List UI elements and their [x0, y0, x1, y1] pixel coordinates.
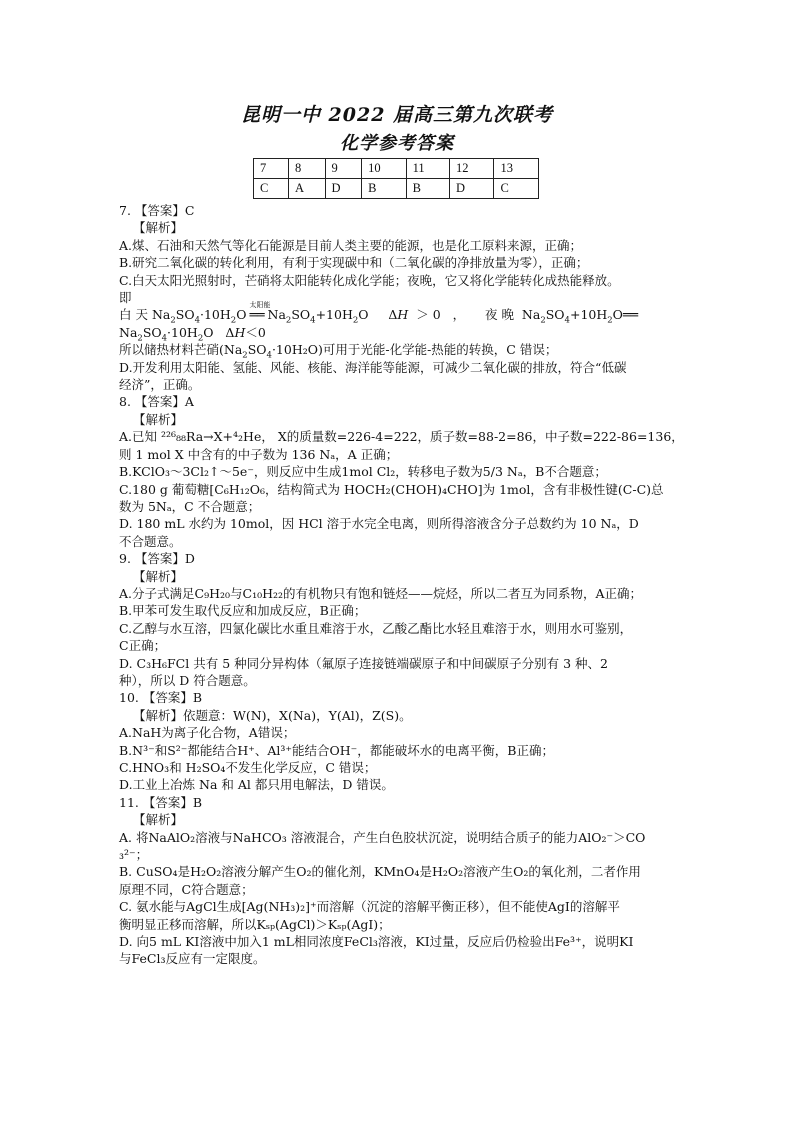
q7-option-c-line1: C.白天太阳光照射时，芒硝将太阳能转化成化学能；夜晚，它又将化学能转化成热能释放。	[119, 272, 620, 288]
q7-heading: 7. 【答案】C	[119, 203, 195, 218]
table-cell: 11	[406, 159, 449, 179]
q9-option-c-line2: C正确；	[119, 638, 167, 654]
solar-energy-arrow: 太阳能 ══	[249, 301, 271, 323]
q7-option-c-line2: 即	[119, 290, 132, 306]
q11-option-d-line1: D. 向5 mL KI溶液中加入1 mL相同浓度FeCl₃溶液，KI过量，反应后仍检验出Fe³⁺，说明KI	[119, 934, 634, 950]
q8-option-d-line1: D. 180 mL 水约为 10mol，因 HCl 溶于水完全电离，则所得溶液含分子总数约为 10 Nₐ，D	[119, 516, 639, 532]
q7-option-d-line2: 经济”，正确。	[119, 377, 201, 393]
table-cell: 12	[450, 159, 494, 179]
table-cell: C	[494, 179, 539, 199]
table-cell: C	[254, 179, 289, 199]
q8-analysis-label: 【解析】	[133, 411, 184, 427]
q11-option-c-line1: C. 氨水能与AgCl生成[Ag(NH₃)₂]⁺而溶解（沉淀的溶解平衡正移），但不能使AgI的溶解平	[119, 899, 620, 915]
q9-heading: 9. 【答案】D	[119, 551, 195, 567]
q7-option-c-conclusion: 所以储热材料芒硝$(Na_2SO_4\cdot 10H_2O)$可用于光能-化学能-热能的转换，C 错误；	[119, 342, 558, 361]
page-subtitle: 化学参考答案	[340, 133, 454, 154]
q11-option-c-line2: 衡明显正移而溶解，所以Kₛₚ(AgCl)＞Kₛₚ(AgI)；	[119, 916, 391, 932]
page-title: 昆明一中 2022 届高三第九次联考	[240, 104, 554, 126]
q11-analysis-label: 【解析】	[133, 812, 184, 828]
table-cell: 13	[494, 159, 539, 179]
table-cell: B	[406, 179, 449, 199]
table-cell: 7	[254, 159, 289, 179]
table-cell: 9	[325, 159, 362, 179]
q10-heading: 10. 【答案】B	[119, 690, 203, 706]
q11-option-d-line2: 与FeCl₃反应有一定限度。	[119, 951, 266, 967]
answer-table-answer-row	[254, 179, 539, 199]
q8-option-a-line2: 则 1 mol X 中含有的中子数为 136 Nₐ，A 正确；	[119, 446, 399, 462]
table-cell: D	[450, 179, 494, 199]
q7-option-a: A.煤、石油和天然气等化石能源是目前人类主要的能源，也是化工原料来源，正确；	[119, 237, 583, 253]
q10-option-b: B.N³⁻和S²⁻都能结合H⁺、Al³⁺能结合OH⁻，都能破坏水的电离平衡，B正确；	[119, 742, 554, 758]
q9-option-d-line1: D. C₃H₆FCl 共有 5 种同分异构体（氟原子连接链端碳原子和中间碳原子分别有 3 种、2	[119, 655, 608, 671]
q7-equation-night: $Na_2SO_4\cdot 10H_2O$ ΔH＜0	[119, 324, 266, 344]
table-cell: B	[362, 179, 406, 199]
q8-option-b: B.KClO₃～3Cl₂↑～5e⁻，则反应中生成1mol Cl₂，转移电子数为5/3 Nₐ，B不合题意；	[119, 464, 607, 480]
q11-option-b-line2: 原理不同，C符合题意；	[119, 881, 254, 897]
q10-option-c: C.HNO₃和 H₂SO₄不发生化学反应，C 错误；	[119, 760, 377, 775]
q9-option-a: A.分子式满足C₉H₂₀与C₁₀H₂₂的有机物只有饱和链烃——烷烃，所以二者互为同系物，A正确；	[119, 585, 643, 601]
table-cell: D	[325, 179, 362, 199]
table-cell: A	[288, 179, 325, 199]
q8-option-c-line1: C.180 g 葡萄糖[C₆H₁₂O₆，结构简式为 HOCH₂(CHOH)₄CHO]为 1mol，含有非极性键(C-C)总	[119, 481, 664, 497]
q7-option-b: B.研究二氧化碳的转化利用，有利于实现碳中和（二氧化碳的净排放量为零），正确；	[119, 255, 589, 271]
q10-option-d: D.工业上冶炼 Na 和 Al 都只用电解法，D 错误。	[119, 777, 394, 793]
q8-option-d-line2: 不合题意。	[119, 533, 182, 549]
q10-option-a: A.NaH为离子化合物，A错误；	[119, 725, 296, 741]
q7-analysis-label: 【解析】	[133, 220, 184, 236]
table-cell: 8	[288, 159, 325, 179]
q7-equation-day: 白 天 $Na_2SO_4\cdot 10H_2O$ 太阳能 ══ $Na_2SO_4+10H_2O$ ΔH ＞ 0 ， 夜 晚 $Na_2SO_4+10H_2O══$	[119, 301, 638, 326]
answer-table-number-row	[254, 159, 539, 179]
answer-table	[253, 158, 539, 199]
q9-option-c-line1: C.乙醇与水互溶，四氯化碳比水重且难溶于水，乙酸乙酯比水轻且难溶于水，则用水可鉴别，	[119, 620, 633, 636]
q8-option-c-line2: 数为 5Nₐ，C 不合题意；	[119, 498, 261, 514]
q11-option-a-line2: ₃²⁻；	[119, 847, 149, 863]
q9-analysis-label: 【解析】	[133, 568, 184, 584]
q8-option-a-line1: A.已知 ²²⁶₈₈Ra→X+⁴₂He， X的质量数=226-4=222，质子数=88-2=86，中子数=222-86=136，	[119, 429, 684, 445]
q8-heading: 8. 【答案】A	[119, 394, 194, 410]
q9-option-d-line2: 种），所以 D 符合题意。	[119, 672, 256, 688]
q10-analysis: 【解析】依题意：W(N)，X(Na)，Y(Al)，Z(S)。	[133, 707, 412, 723]
q11-option-b-line1: B. CuSO₄是H₂O₂溶液分解产生O₂的催化剂，KMnO₄是H₂O₂溶液产生O₂的氧化剂，二者作用	[119, 864, 641, 880]
table-cell: 10	[362, 159, 406, 179]
q11-heading: 11. 【答案】B	[119, 794, 203, 810]
q7-option-d-line1: D.开发利用太阳能、氢能、风能、核能、海洋能等能源，可减少二氧化碳的排放，符合“低碳	[119, 359, 627, 375]
q11-option-a-line1: A. 将NaAlO₂溶液与NaHCO₃ 溶液混合，产生白色胶状沉淀，说明结合质子的能力AlO₂⁻＞CO	[119, 829, 646, 845]
q9-option-b: B.甲苯可发生取代反应和加成反应，B正确；	[119, 603, 367, 619]
solution-body	[119, 202, 684, 968]
